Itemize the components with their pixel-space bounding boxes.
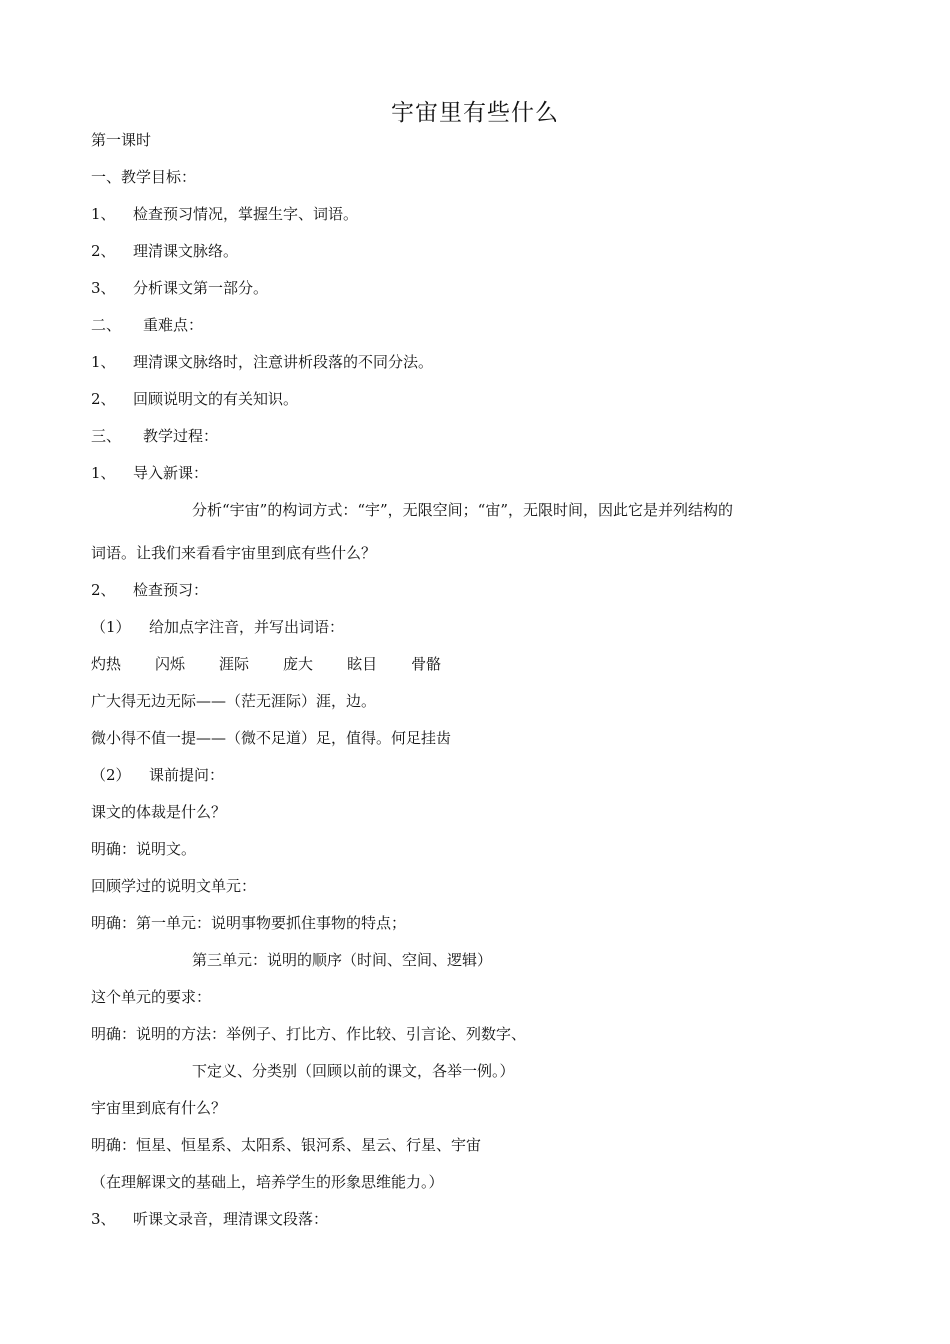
answer-3-line1: 明确：说明的方法：举例子、打比方、作比较、引言论、列数字、 [91, 1025, 527, 1043]
item-text: 检查预习情况，掌握生字、词语。 [133, 205, 359, 223]
item-number: 1、 [91, 353, 116, 371]
answer-4: 明确：恒星、恒星系、太阳系、银河系、星云、行星、宇宙 [91, 1136, 482, 1154]
item-text: 检查预习： [133, 581, 209, 599]
section-number: 三、 [91, 427, 122, 445]
item-number: 3、 [91, 1210, 116, 1228]
objective-item-1 [91, 204, 358, 224]
difficulty-item-1 [91, 352, 433, 372]
step1-heading [91, 463, 208, 483]
section-heading-text: 教学过程： [143, 427, 219, 445]
sub-number: （2） [91, 766, 131, 784]
answer-1: 明确：说明文。 [91, 840, 197, 858]
objective-item-3 [91, 278, 268, 298]
section2-heading [91, 315, 203, 335]
item-number: 2、 [91, 581, 116, 599]
question-2: 回顾学过的说明文单元： [91, 877, 257, 895]
item-text: 回顾说明文的有关知识。 [133, 390, 299, 408]
objective-item-2 [91, 241, 238, 261]
item-number: 2、 [91, 390, 116, 408]
item-text: 导入新课： [133, 464, 209, 482]
step3-heading [91, 1209, 328, 1229]
answer-2-line1: 明确：第一单元：说明事物要抓住事物的特点； [91, 914, 407, 932]
lesson-label: 第一课时 [91, 131, 152, 149]
idiom-line-1: 广大得无边无际——（茫无涯际）涯，边。 [91, 692, 377, 710]
item-text: 分析课文第一部分。 [133, 279, 269, 297]
section3-heading [91, 426, 218, 446]
teaching-note: （在理解课文的基础上，培养学生的形象思维能力。） [91, 1173, 444, 1191]
vocab-word: 骨骼 [411, 655, 442, 673]
item-number: 3、 [91, 279, 116, 297]
item-text: 理清课文脉络时，注意讲析段落的不同分法。 [133, 353, 434, 371]
step2-sub1 [91, 617, 344, 637]
section1-heading: 一、教学目标： [91, 168, 197, 186]
vocab-word: 闪烁 [155, 655, 186, 673]
difficulty-item-2 [91, 389, 298, 409]
vocab-word: 眩目 [347, 655, 378, 673]
item-number: 1、 [91, 464, 116, 482]
question-1: 课文的体裁是什么？ [91, 803, 227, 821]
item-number: 2、 [91, 242, 116, 260]
answer-2-line2: 第三单元：说明的顺序（时间、空间、逻辑） [192, 951, 493, 969]
question-4: 宇宙里到底有什么？ [91, 1099, 227, 1117]
item-number: 1、 [91, 205, 116, 223]
section-number: 二、 [91, 316, 122, 334]
step2-heading [91, 580, 208, 600]
item-text: 理清课文脉络。 [133, 242, 239, 260]
item-text: 听课文录音，理清课文段落： [133, 1210, 329, 1228]
vocab-word: 涯际 [219, 655, 250, 673]
vocab-word: 庞大 [283, 655, 314, 673]
vocab-word: 灼热 [91, 655, 122, 673]
question-3: 这个单元的要求： [91, 988, 212, 1006]
vocab-list [91, 654, 475, 674]
step1-paragraph-line2: 词语。让我们来看看宇宙里到底有些什么？ [91, 544, 377, 562]
sub-text: 课前提问： [149, 766, 225, 784]
step2-sub2 [91, 765, 224, 785]
sub-number: （1） [91, 618, 131, 636]
answer-3-line2: 下定义、分类别（回顾以前的课文，各举一例。） [192, 1062, 515, 1080]
idiom-line-2: 微小得不值一提——（微不足道）足，值得。何足挂齿 [91, 729, 452, 747]
sub-text: 给加点字注音，并写出词语： [149, 618, 345, 636]
page-title: 宇宙里有些什么 [391, 100, 559, 126]
section-heading-text: 重难点： [143, 316, 204, 334]
step1-paragraph-line1: 分析“宇宙”的构词方式：“宇”，无限空间；“宙”，无限时间，因此它是并列结构的 [192, 501, 734, 519]
